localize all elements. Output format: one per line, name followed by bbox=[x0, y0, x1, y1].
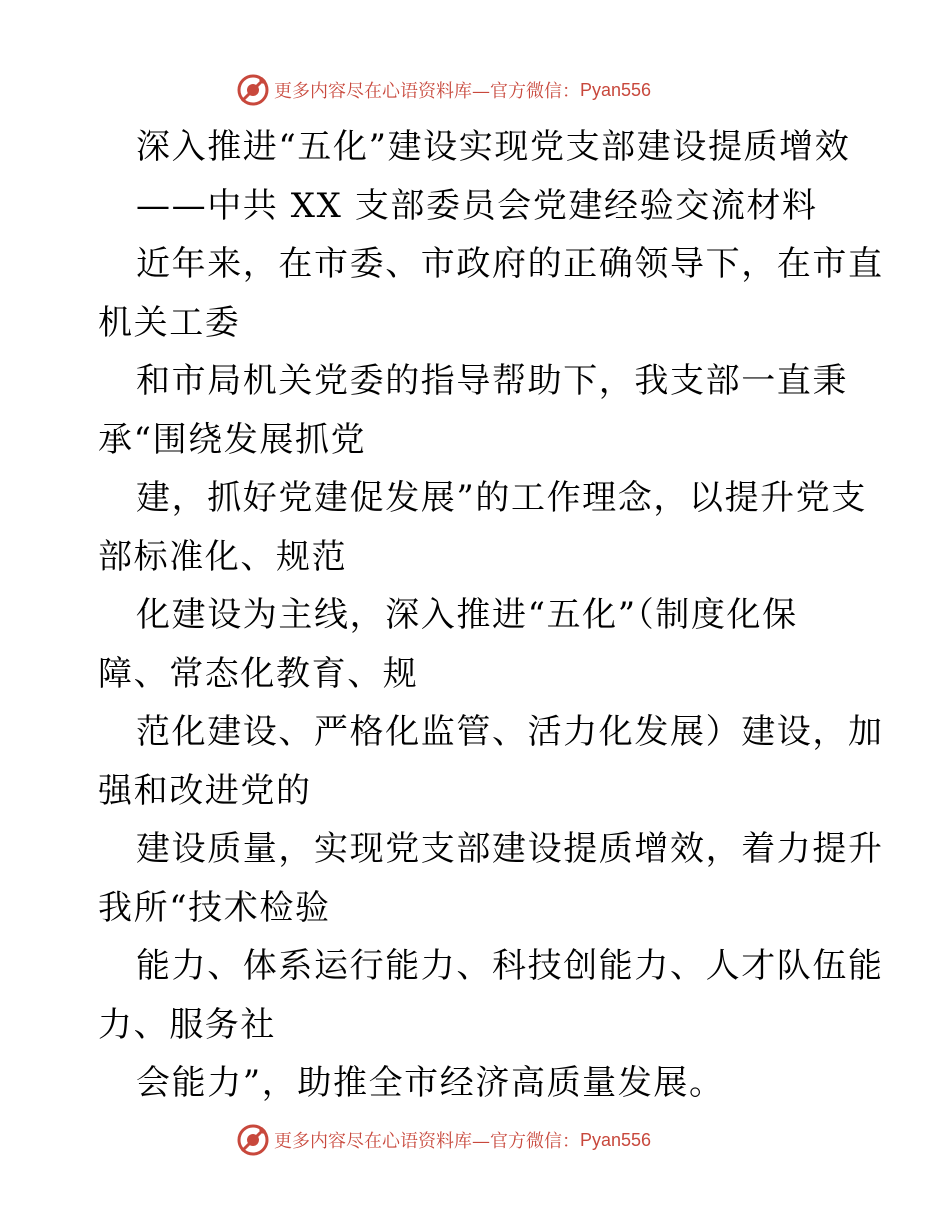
watermark-wechat-id: Pyan556 bbox=[580, 79, 652, 100]
paragraph-line: 强和改进党的 bbox=[98, 770, 312, 811]
pen-logo-icon bbox=[236, 1123, 270, 1157]
paragraph-line: 能力、体系运行能力、科技创能力、人才队伍能 bbox=[136, 946, 884, 986]
watermark-wechat-id: Pyan556 bbox=[580, 1129, 652, 1150]
paragraph-line: 承“围绕发展抓党 bbox=[98, 419, 367, 460]
paragraph-line: 障、常态化教育、规 bbox=[98, 653, 419, 694]
paragraph-line: 机关工委 bbox=[98, 302, 241, 343]
document-body bbox=[98, 118, 884, 1113]
paragraph-line: 范化建设、严格化监管、活力化发展）建设，加 bbox=[136, 712, 884, 752]
paragraph-line: 我所“技术检验 bbox=[98, 887, 331, 928]
header-watermark bbox=[236, 72, 651, 108]
footer-watermark bbox=[236, 1122, 651, 1158]
paragraph-line: 建，抓好党建促发展”的工作理念，以提升党支 bbox=[136, 478, 867, 518]
document-subtitle: ——中共 XX 支部委员会党建经验交流材料 bbox=[136, 185, 818, 226]
watermark-text: 更多内容尽在心语资料库—官方微信： bbox=[274, 1131, 580, 1152]
watermark-text: 更多内容尽在心语资料库—官方微信： bbox=[274, 81, 580, 102]
paragraph-line: 部标准化、规范 bbox=[98, 536, 348, 577]
paragraph-line: 建设质量，实现党支部建设提质增效，着力提升 bbox=[136, 829, 884, 869]
paragraph-line: 会能力”，助推全市经济高质量发展。 bbox=[136, 1063, 725, 1103]
paragraph-line: 和市局机关党委的指导帮助下，我支部一直秉 bbox=[136, 361, 848, 401]
pen-logo-icon bbox=[236, 73, 270, 107]
paragraph-line: 化建设为主线，深入推进“五化”（制度化保 bbox=[136, 595, 798, 635]
paragraph-line: 力、服务社 bbox=[98, 1004, 276, 1045]
document-title: 深入推进“五化”建设实现党支部建设提质增效 bbox=[136, 127, 851, 167]
paragraph-line: 近年来，在市委、市政府的正确领导下，在市直 bbox=[136, 244, 884, 284]
